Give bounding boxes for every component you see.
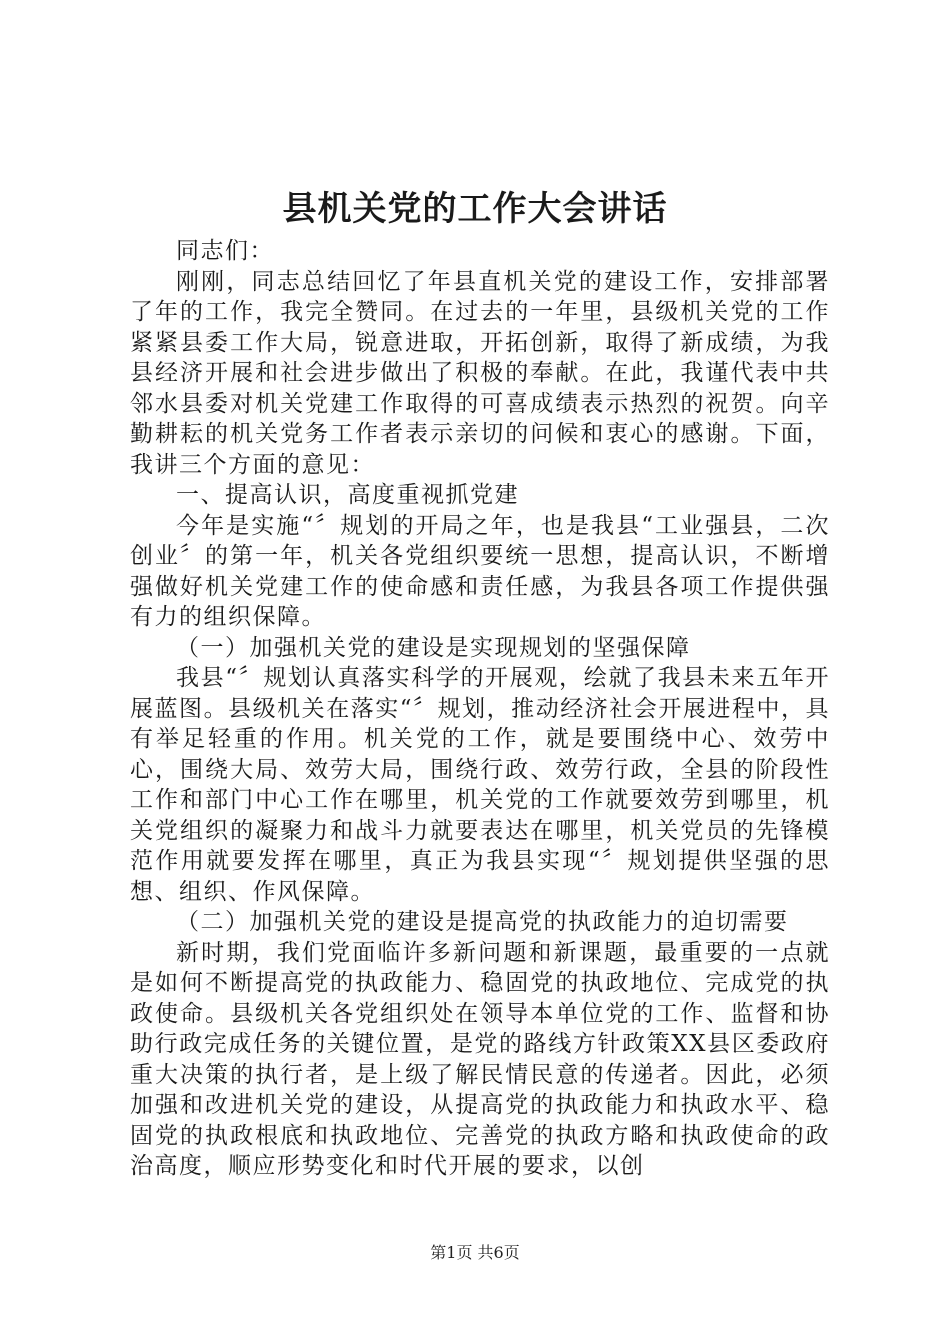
subsection-heading-1: （一）加强机关党的建设是实现规划的坚强保障 xyxy=(176,634,691,661)
section-heading-1: 一、提高认识，高度重视抓党建 xyxy=(176,482,519,508)
paragraph-subsection-2: 新时期，我们党面临许多新问题和新课题，最重要的一点就是如何不断提高党的执政能力、稳固党的执政地位、完成党的执政使命。县级机关各党组织处在领导本单位党的工作、监督和协助行政完成任务的关键位置，是党的路线方针政策XX县区委政府重大决策的执行者，是上级了解民情民意的传递者。因此，必须加强和改进机关党的建设，从提高党的执政能力和执政水平、稳固党的执政根底和执政地位、完善党的执政方略和执政使命的政治高度，顺应形势变化和时代开展的要求，以创 xyxy=(130,939,830,1179)
salutation: 同志们： xyxy=(176,238,274,264)
paragraph-subsection-1: 我县“〞规划认真落实科学的开展观，绘就了我县未来五年开展蓝图。县级机关在落实“〞规划，推动经济社会开展进程中，具有举足轻重的作用。机关党的工作，就是要围绕中心、效劳中心，围绕大局、效劳大局，围绕行政、效劳行政，全县的阶段性工作和部门中心工作在哪里，机关党的工作就要效劳到哪里，机关党组织的凝聚力和战斗力就要表达在哪里，机关党员的先锋模范作用就要发挥在哪里，真正为我县实现“〞规划提供坚强的思想、组织、作风保障。 xyxy=(130,665,830,905)
paragraph-section-1: 今年是实施“〞规划的开局之年，也是我县“工业强县，二次创业〞的第一年，机关各党组织要统一思想，提高认识，不断增强做好机关党建工作的使命感和责任感，为我县各项工作提供强有力的组织保障。 xyxy=(130,512,830,630)
document-body xyxy=(130,236,830,1182)
subsection-heading-2: （二）加强机关党的建设是提高党的执政能力的迫切需要 xyxy=(176,909,789,935)
document-title: 县机关党的工作大会讲话 xyxy=(282,189,668,229)
paragraph-intro: 刚刚，同志总结回忆了年县直机关党的建设工作，安排部署了年的工作，我完全赞同。在过去的一年里，县级机关党的工作紧紧县委工作大局，锐意进取，开拓创新，取得了新成绩，为我县经济开展和社会进步做出了积极的奉献。在此，我谨代表中共邻水县委对机关党建工作取得的可喜成绩表示热烈的祝贺。向辛勤耕耘的机关党务工作者表示亲切的问候和衷心的感谢。下面，我讲三个方面的意见： xyxy=(130,268,830,478)
page-number: 第1页 共6页 xyxy=(430,1243,520,1262)
